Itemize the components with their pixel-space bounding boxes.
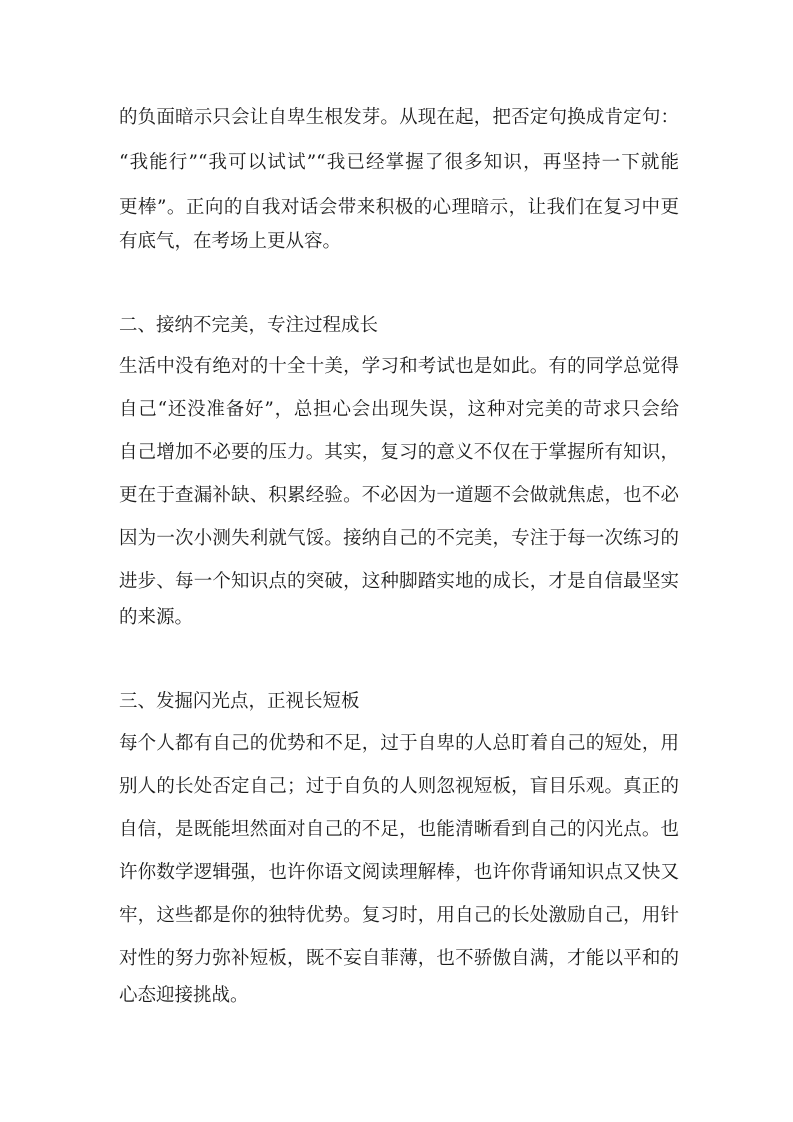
section-3-line-6: 对性的努力弥补短板，既不妄自菲薄，也不骄傲自满，才能以平和的 bbox=[119, 948, 679, 969]
section-2-line-4: 更在于查漏补缺、积累经验。不必因为一道题不会做就焦虑，也不必 bbox=[119, 485, 679, 506]
section-3-line-5: 牢，这些都是你的独特优势。复习时，用自己的长处激励自己，用针 bbox=[119, 905, 679, 926]
section-2-line-7: 的来源。 bbox=[119, 607, 194, 628]
section-2-line-5: 因为一次小测失利就气馁。接纳自己的不完美，专注于每一次练习的 bbox=[119, 528, 679, 549]
section-3-line-4: 许你数学逻辑强，也许你语文阅读理解棒，也许你背诵知识点又快又 bbox=[119, 862, 679, 883]
section-3-line-2: 别人的长处否定自己；过于自负的人则忽视短板，盲目乐观。真正的 bbox=[119, 776, 679, 797]
intro-line-4: 有底气，在考场上更从容。 bbox=[119, 231, 342, 252]
section-2-line-2: 自己“还没准备好”，总担心会出现失误，这种对完美的苛求只会给 bbox=[119, 399, 679, 420]
intro-line-1: 的负面暗示只会让自卑生根发芽。从现在起，把否定句换成肯定句： bbox=[119, 107, 679, 128]
section-3-line-1: 每个人都有自己的优势和不足，过于自卑的人总盯着自己的短处，用 bbox=[119, 733, 679, 754]
intro-line-2: “我能行”“我可以试试”“我已经掌握了很多知识，再坚持一下就能 bbox=[119, 152, 679, 173]
section-3-line-3: 自信，是既能坦然面对自己的不足，也能清晰看到自己的闪光点。也 bbox=[119, 819, 679, 840]
section-3-line-7: 心态迎接挑战。 bbox=[119, 985, 249, 1006]
section-2-line-1: 生活中没有绝对的十全十美，学习和考试也是如此。有的同学总觉得 bbox=[119, 356, 679, 377]
section-2-heading: 二、接纳不完美，专注过程成长 bbox=[119, 315, 379, 336]
section-2-line-3: 自己增加不必要的压力。其实，复习的意义不仅在于掌握所有知识， bbox=[119, 442, 679, 463]
intro-line-3: 更棒”。正向的自我对话会带来积极的心理暗示，让我们在复习中更 bbox=[119, 197, 679, 218]
section-2-line-6: 进步、每一个知识点的突破，这种脚踏实地的成长，才是自信最坚实 bbox=[119, 571, 679, 592]
section-3-heading: 三、发掘闪光点，正视长短板 bbox=[119, 691, 360, 712]
